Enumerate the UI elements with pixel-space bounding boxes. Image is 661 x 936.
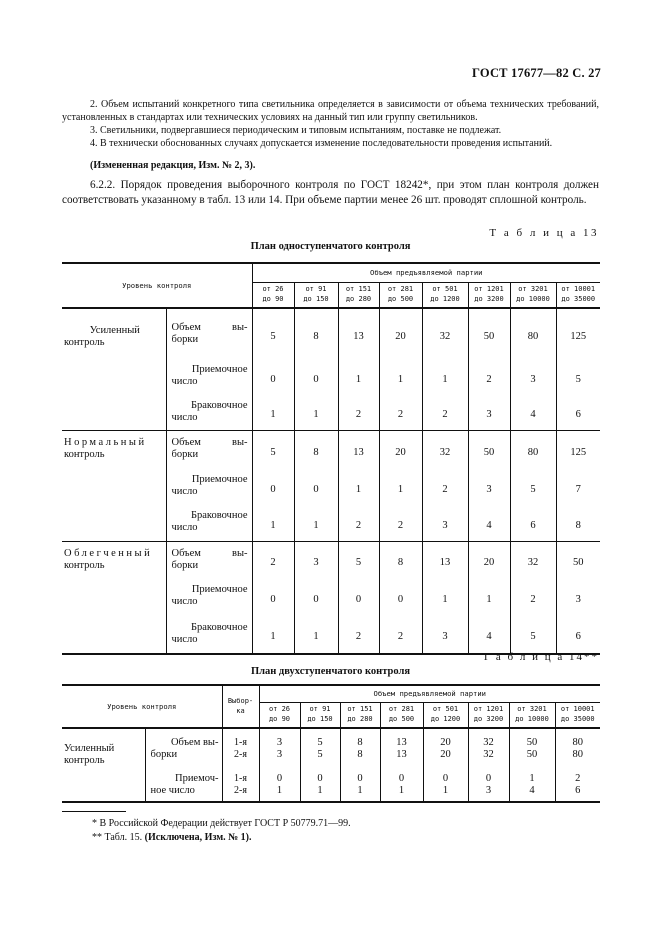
table13-level-line2: контроль [64, 337, 105, 348]
table13-cell: 2 [379, 614, 422, 654]
range-from: от 10001 [560, 705, 595, 714]
table14-sample-header-line2: ка [236, 706, 245, 715]
table13-cell: 5 [510, 468, 556, 504]
range-to: до 90 [262, 294, 284, 303]
table13-cell: 2 [252, 541, 294, 578]
table13-cell: 6 [510, 504, 556, 541]
table14-range-6 [509, 702, 555, 728]
table13-cell: 2 [379, 504, 422, 541]
param-word1: Объем [171, 321, 201, 333]
table14-cell [259, 768, 300, 802]
range-to: до 10000 [515, 714, 549, 723]
cell-first: 0 [398, 772, 405, 784]
table13-cell: 13 [338, 308, 379, 358]
table13-title: План одноступенчатого контроля [250, 241, 411, 252]
range-to: до 1200 [430, 714, 461, 723]
table13-range-1 [294, 282, 338, 308]
table14-cell [423, 728, 468, 768]
range-from: от 501 [432, 285, 458, 294]
param-line2: ное число [150, 784, 195, 796]
range-to: до 150 [307, 714, 333, 723]
range-to: до 3200 [473, 714, 504, 723]
table14-batch-header: Объем предъявляемой партии [259, 685, 600, 702]
table13-parameter [166, 394, 252, 430]
table13-cell: 20 [379, 308, 422, 358]
table13-cell: 1 [294, 614, 338, 654]
footnote-2 [92, 832, 252, 843]
sample-first: 1-я [234, 736, 247, 748]
table13-label: Т а б л и ц а 13 [489, 227, 599, 239]
cell-second: 6 [575, 784, 581, 796]
param-line1: Приемочное [191, 584, 248, 595]
table13-cell: 1 [252, 504, 294, 541]
table13-cell: 2 [422, 394, 468, 430]
range-from: от 1201 [473, 705, 504, 714]
table13-cell: 0 [252, 358, 294, 394]
range-from: от 501 [432, 705, 459, 714]
param-line1 [172, 437, 252, 449]
table13-cell: 2 [468, 358, 510, 394]
param-line1: Приемоч- [174, 772, 219, 784]
cell-first: 3 [276, 736, 283, 748]
param-line1: Браковочное [190, 621, 248, 633]
table14-sample [222, 728, 259, 768]
table13-level-header: Уровень контроля [62, 263, 252, 308]
table14-cell [340, 728, 380, 768]
table13-cell: 0 [338, 578, 379, 614]
table13-cell: 8 [294, 308, 338, 358]
table13-range-7 [556, 282, 600, 308]
table14-cell [259, 728, 300, 768]
table13-level-line1: Облегченный [64, 547, 153, 559]
cell-second: 1 [276, 784, 283, 796]
page-header: ГОСТ 17677—82 С. 27 [472, 66, 601, 80]
cell-second: 3 [276, 748, 283, 760]
table13-row [62, 308, 600, 358]
param-line2: число [171, 411, 198, 423]
param-word1: Объем [171, 437, 201, 449]
table14-cell [380, 728, 423, 768]
paragraph-4: 4. В технически обоснованных случаях допускается изменение последовательности проведения испытаний. [90, 138, 553, 149]
table13-parameter [166, 468, 252, 504]
table13-parameter [166, 430, 252, 468]
table13-cell: 1 [468, 578, 510, 614]
range-from: от 26 [262, 285, 284, 294]
table14-title: План двухступенчатого контроля [250, 666, 411, 677]
footnote-2-text: ** Табл. 15. [92, 832, 145, 843]
param-line1: Приемочное [191, 474, 248, 485]
table13-range-2 [338, 282, 379, 308]
table13-cell: 6 [575, 409, 581, 421]
table13-cell: 50 [556, 541, 600, 578]
table14-cell [340, 768, 380, 802]
range-to: до 35000 [561, 294, 596, 303]
table13-cell: 1 [422, 358, 468, 394]
table13-cell: 20 [468, 541, 510, 578]
param-line1 [172, 548, 252, 560]
table13-cell: 8 [379, 541, 422, 578]
table14-sample-header [222, 685, 259, 728]
range-to: до 35000 [560, 714, 595, 723]
range-to: до 10000 [516, 294, 550, 303]
table13-cell: 32 [510, 541, 556, 578]
param-line2: борки [171, 333, 199, 345]
cell-second: 1 [357, 784, 363, 796]
table13-cell: 2 [338, 504, 379, 541]
table14-body [62, 728, 600, 802]
table13-parameter [166, 504, 252, 541]
table13-row [62, 541, 600, 578]
table13-cell: 13 [338, 430, 379, 468]
table13-cell: 1 [379, 468, 422, 504]
param-word2: вы- [231, 547, 248, 559]
table13-level-line1: Нормальный [64, 436, 147, 448]
table14-sample [222, 768, 259, 802]
range-to: до 1200 [430, 294, 460, 303]
table13-cell: 4 [468, 614, 510, 654]
param-line1: Объем вы- [170, 736, 219, 748]
table13-cell: 2 [338, 394, 379, 430]
range-from: от 3201 [518, 285, 548, 294]
table13-parameter [166, 614, 252, 654]
table14-cell [509, 768, 555, 802]
table13-level [62, 541, 166, 654]
paragraph-2: 2. Объем испытаний конкретного типа светильника определяется в зависимости от объема технических требований, установленных в стандартах или технических условиях на данный тип или группу светильников. [62, 99, 599, 123]
range-from: от 91 [305, 285, 327, 294]
cell-second: 13 [396, 748, 407, 760]
cell-second: 1 [442, 784, 449, 796]
cell-second: 5 [317, 748, 323, 760]
cell-second: 1 [317, 784, 323, 796]
sample-second: 2-я [234, 748, 247, 760]
table13-cell: 32 [422, 430, 468, 468]
table14-cell [555, 768, 600, 802]
table14-range-0 [259, 702, 300, 728]
table13-cell: 4 [510, 394, 556, 430]
param-word2: вы- [231, 321, 248, 333]
table13-cell: 0 [294, 468, 338, 504]
table14-row [62, 728, 600, 768]
table13-cell: 5 [252, 308, 294, 358]
table14-range-3 [380, 702, 423, 728]
paragraph-3: 3. Светильники, подвергавшиеся периодическим и типовым испытаниям, поставке не подлежат. [90, 125, 502, 136]
table13-cell: 2 [379, 394, 422, 430]
table13-cell: 50 [468, 308, 510, 358]
table13-row [62, 430, 600, 468]
table13-cell: 1 [294, 394, 338, 430]
table14-sample-header-line1: Выбор- [227, 697, 254, 705]
param-line2: число [171, 376, 198, 387]
table13-cell: 6 [556, 614, 600, 654]
range-to: до 3200 [474, 294, 504, 303]
cell-first: 20 [440, 736, 451, 748]
cell-second: 8 [357, 748, 363, 760]
table13-cell: 0 [294, 578, 338, 614]
table13-level [62, 430, 166, 541]
cell-first: 5 [317, 736, 323, 748]
cell-first: 0 [317, 772, 323, 784]
table13-cell: 1 [379, 358, 422, 394]
table14-range-4 [423, 702, 468, 728]
table13-range-3 [379, 282, 422, 308]
table13-cell: 8 [575, 519, 581, 531]
table13-cell: 125 [556, 430, 600, 468]
table13-cell: 32 [422, 308, 468, 358]
table13-cell: 3 [294, 541, 338, 578]
table13-range-6 [510, 282, 556, 308]
table13-cell: 2 [510, 578, 556, 614]
table14-cell [300, 768, 340, 802]
cell-second: 32 [483, 748, 494, 760]
cell-first: 50 [526, 736, 538, 748]
table14-cell [509, 728, 555, 768]
param-line1 [172, 322, 252, 334]
table14-parameter [145, 728, 222, 768]
table13-cell: 8 [294, 430, 338, 468]
table13-cell: 80 [510, 430, 556, 468]
table13-parameter [166, 578, 252, 614]
range-to: до 500 [388, 714, 415, 723]
footnote-1: * В Российской Федерации действует ГОСТ Р 50779.71—99. [92, 818, 351, 829]
table13-cell: 1 [294, 504, 338, 541]
cell-first: 0 [442, 772, 449, 784]
table13 [62, 262, 600, 655]
table14-level-line2: контроль [64, 755, 105, 766]
range-from: от 1201 [474, 285, 504, 294]
table13-cell: 3 [575, 593, 581, 605]
table14-cell [423, 768, 468, 802]
table13-cell: 2 [422, 468, 468, 504]
table13-cell: 3 [468, 394, 510, 430]
param-line2: число [171, 633, 198, 645]
table14-parameter [145, 768, 222, 802]
table14-cell [300, 728, 340, 768]
cell-first: 0 [485, 772, 492, 784]
param-line2: борки [171, 449, 199, 461]
cell-second: 3 [485, 784, 492, 796]
table14-cell [468, 728, 509, 768]
table14-range-5 [468, 702, 509, 728]
table14-range-2 [340, 702, 380, 728]
table14 [62, 684, 600, 803]
param-word2: вы- [231, 437, 248, 449]
param-line1: Браковочное [190, 399, 248, 411]
table13-parameter [166, 541, 252, 578]
cell-second: 4 [529, 784, 535, 796]
paragraph-6-2-2: 6.2.2. Порядок проведения выборочного контроля по ГОСТ 18242*, при этом план контроля должен соответствовать указанному в табл. 13 или 14. При объеме партии менее 26 шт. проводят сплошной контроль. [62, 179, 599, 206]
param-line2: число [171, 486, 198, 497]
table13-body [62, 308, 600, 654]
range-from: от 281 [388, 705, 415, 714]
range-to: до 280 [345, 294, 372, 303]
table13-cell: 5 [252, 430, 294, 468]
table13-level-line1: Усиленный [89, 325, 140, 336]
footnote-divider [62, 811, 126, 812]
cell-first: 2 [575, 772, 581, 784]
table14-cell [555, 728, 600, 768]
table13-cell: 80 [510, 308, 556, 358]
table13-cell: 2 [338, 614, 379, 654]
table13-cell: 20 [379, 430, 422, 468]
table13-cell: 3 [422, 504, 468, 541]
table13-cell: 1 [338, 468, 379, 504]
table13-cell: 5 [338, 541, 379, 578]
table14-level [62, 728, 145, 802]
table14-label: Т а б л и ц а 14** [482, 651, 599, 663]
table13-cell: 7 [575, 483, 581, 495]
cell-first: 13 [396, 736, 407, 748]
table13-cell: 0 [252, 468, 294, 504]
cell-second: 80 [572, 748, 583, 760]
table13-cell: 125 [570, 331, 587, 342]
cell-first: 0 [357, 772, 363, 784]
table13-cell: 3 [422, 614, 468, 654]
table13-cell: 1 [252, 614, 294, 654]
range-from: от 91 [309, 705, 331, 714]
range-to: до 150 [303, 294, 329, 303]
param-line1: Приемочное [191, 364, 248, 375]
range-from: от 151 [347, 705, 373, 714]
table13-cell: 0 [379, 578, 422, 614]
table13-level-line2: контроль [64, 559, 105, 571]
param-line1: Браковочное [190, 510, 248, 522]
param-line2: борки [150, 748, 178, 760]
range-to: до 280 [347, 714, 373, 723]
table13-cell: 3 [468, 468, 510, 504]
table13-cell: 50 [468, 430, 510, 468]
range-from: от 151 [345, 285, 372, 294]
table14-cell [468, 768, 509, 802]
range-from: от 3201 [517, 705, 547, 714]
footnote-2-amendment: (Исключена, Изм. № 1). [144, 832, 252, 843]
table13-cell: 0 [294, 358, 338, 394]
table13-cell: 5 [510, 614, 556, 654]
table14-level-header: Уровень контроля [62, 685, 222, 728]
table13-cell: 0 [252, 578, 294, 614]
param-line2: борки [171, 559, 199, 571]
table14-cell [380, 768, 423, 802]
range-to: до 500 [387, 294, 414, 303]
cell-first: 32 [483, 736, 494, 748]
amendment-note: (Измененная редакция, Изм. № 2, 3). [90, 160, 256, 171]
table13-cell: 4 [468, 504, 510, 541]
cell-first: 8 [357, 736, 363, 748]
table13-batch-header: Объем предъявляемой партии [252, 263, 600, 282]
cell-first: 1 [529, 772, 535, 784]
range-from: от 10001 [561, 285, 596, 294]
param-line2: число [171, 596, 198, 607]
table14-range-7 [555, 702, 600, 728]
table13-cell: 5 [575, 373, 581, 385]
table13-cell: 1 [252, 394, 294, 430]
cell-second: 1 [398, 784, 405, 796]
table14-level-line1: Усиленный [64, 743, 115, 754]
table13-cell: 13 [422, 541, 468, 578]
cell-first: 0 [276, 772, 283, 784]
table13-range-4 [422, 282, 468, 308]
table13-range-5 [468, 282, 510, 308]
table13-cell: 1 [422, 578, 468, 614]
table13-cell: 1 [338, 358, 379, 394]
table13-level [62, 308, 166, 430]
table13-parameter [166, 308, 252, 358]
table13-cell: 3 [510, 358, 556, 394]
table13-range-0 [252, 282, 294, 308]
param-word1: Объем [171, 547, 201, 559]
cell-first: 80 [572, 736, 583, 748]
cell-second: 50 [526, 748, 538, 760]
table13-parameter [166, 358, 252, 394]
param-line2: число [171, 522, 198, 534]
table13-level-line2: контроль [64, 448, 105, 460]
cell-second: 20 [440, 748, 451, 760]
range-to: до 90 [268, 714, 291, 723]
sample-first: 1-я [234, 772, 247, 784]
table14-range-1 [300, 702, 340, 728]
range-from: от 26 [268, 705, 291, 714]
range-from: от 281 [387, 285, 414, 294]
sample-second: 2-я [234, 784, 247, 796]
